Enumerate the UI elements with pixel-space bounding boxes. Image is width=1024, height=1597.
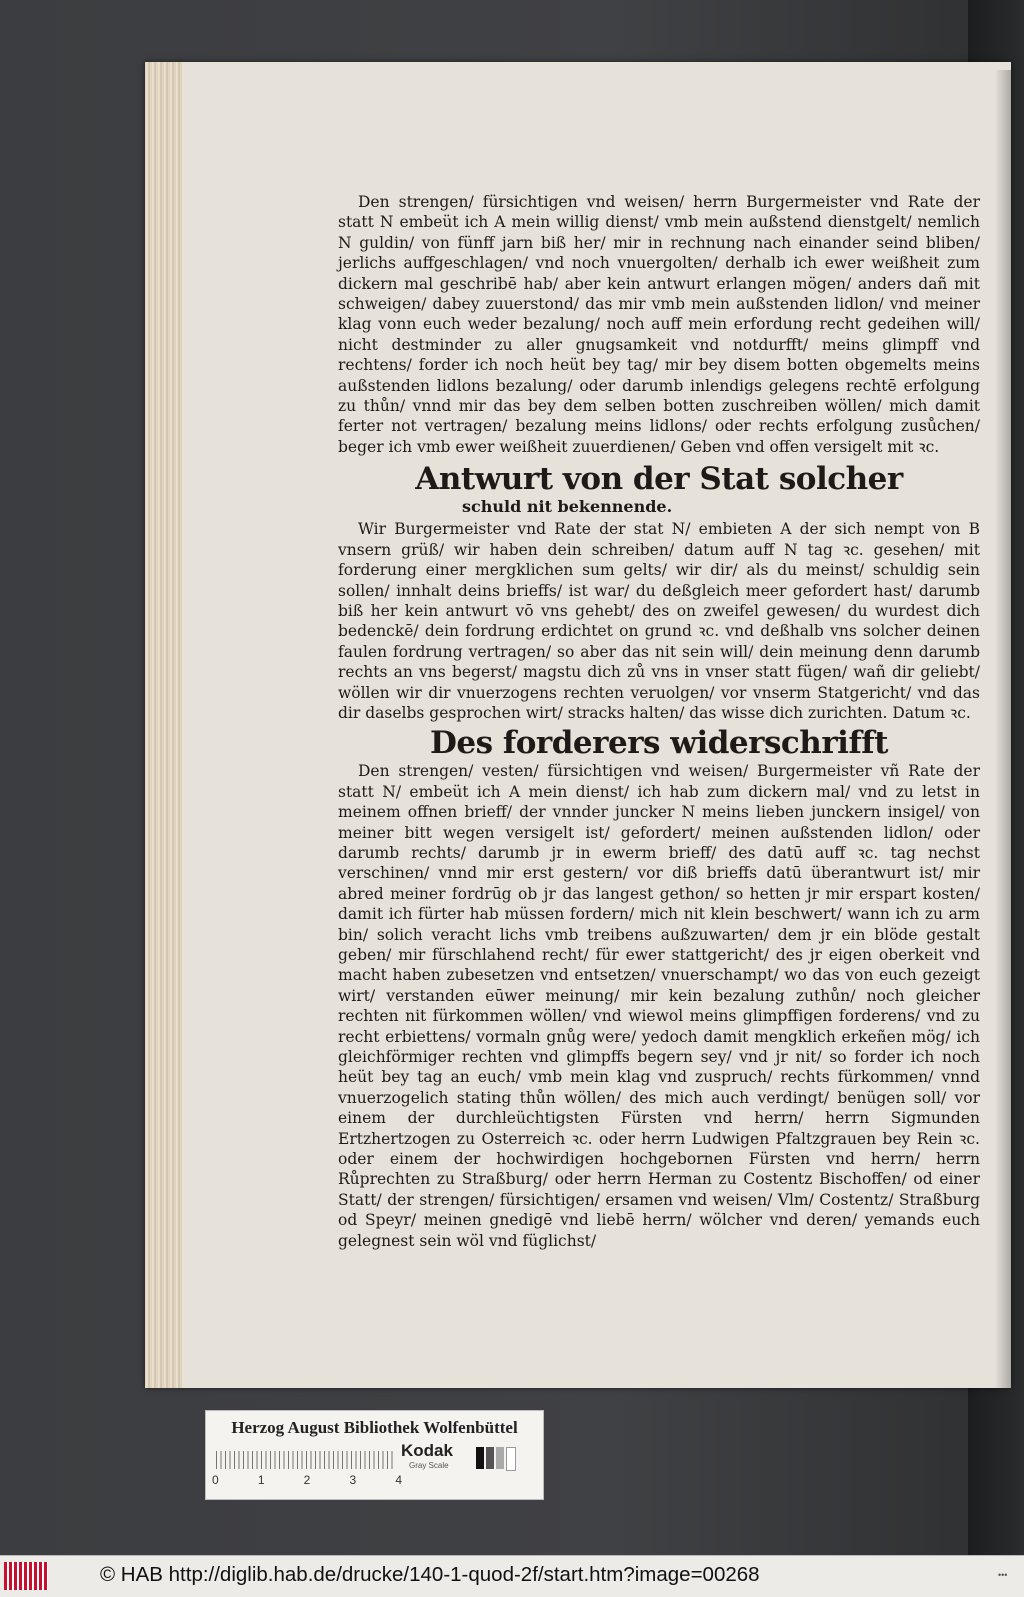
footer-bar bbox=[0, 1555, 1024, 1597]
library-name: Herzog August Bibliothek Wolfenbüttel bbox=[231, 1418, 518, 1437]
library-color-card bbox=[205, 1410, 544, 1500]
heading-widerschrifft: Des forderers widerschrifft bbox=[430, 725, 888, 762]
ruler-number: 3 bbox=[349, 1473, 357, 1487]
ruler-number: 1 bbox=[257, 1473, 265, 1487]
ruler-number: 4 bbox=[395, 1473, 402, 1487]
paragraph-widerschrifft: Den strengen/ vesten/ fürsichtigen vnd weisen/ Burgermeister vñ Rate der statt N/ embeüt ich A mein dienst/ ich hab zum dickern mal/ vnd zu letst in meinem offnen brieff/ der vnnder juncker N meins lieben junckern insigel/ von meiner bitt wegen versigelt ist/ gefordert/ meinen außstenden lidlon/ oder darumb rechts/ darumb jr in ewerm brieff/ des datū auff ꝛc. tag nechst verschinen/ vnnd mir erst gestern/ vor diß brieffs datū überantwurt ist/ mir abred meiner fordrūg ob jr das langest gethon/ so hetten jr mir erspart kosten/ damit ich fürter hab müssen fordern/ mich nit klein beschwert/ wann ich zu arm bin/ solich veracht lichs vmb treibens außzuwarten/ dem jr ein blöde gestalt geben/ mir fürschlahend recht/ für ewer stattgericht/ des jr eigen oberkeit vnd macht haben zubesetzen vnd entsetzen/ vnuerschampt/ wo das von euch gezeigt wirt/ verstanden eūwer meinung/ mir kein bezalung zuthůn/ noch gleicher rechten nit fürkommen wöllen/ vnd wiewol meins glimpffigen forderens/ vnd zu recht erbiettens/ vormaln gnůg were/ yedoch damit mengklich erkeñen mög/ ich gleichförmiger rechten vnd glimpffs begern sey/ vnd jr nit/ so forder ich noch heüt bey tag an euch/ vmb mein klag vnd zuspruch/ rechts fürkommen/ vnnd vnuerzogelich stating thůn wöllen/ des mich auch verdingt/ benügen soll/ vor einem der durchleüchtigsten Fürsten vnd herrn/ herrn Sigmunden Ertzhertzogen zu Osterreich ꝛc. oder herrn Ludwigen Pfaltzgrauen bey Rein ꝛc. oder einem der hochwirdigen hochgebornen Fürsten vnd herrn/ herrn Růprechten zu Straßburg/ oder herrn Herman zu Costentz Bischoffen/ od einer Statt/ der strengen/ fürsichtigen/ ersamen vnd weisen/ Vlm/ Costentz/ Straßburg od Speyr/ meinen gnedigē vnd liebē herrn/ wölcher vnd deren/ yemands euch gelegnest sein wöl vnd füglichst/ bbox=[338, 762, 980, 1250]
page-text bbox=[338, 192, 980, 1251]
footer-copyright-url[interactable]: © HAB http://diglib.hab.de/drucke/140-1-quod-2f/start.htm?image=00268 bbox=[100, 1563, 760, 1586]
ruler-number: 0 bbox=[212, 1473, 219, 1487]
footer-dots: ••• bbox=[998, 1570, 1008, 1580]
ruler-scale bbox=[216, 1451, 396, 1469]
heading-antwurt-sub: schuld nit bekennende. bbox=[462, 497, 673, 517]
gray-patch-dark bbox=[476, 1447, 484, 1469]
gray-patch-mid bbox=[486, 1447, 494, 1469]
kodak-gray-scale: Gray Scale bbox=[409, 1461, 449, 1470]
gray-patch-white bbox=[506, 1447, 516, 1471]
heading-antwurt: Antwurt von der Stat solcher bbox=[415, 461, 903, 498]
ruler-numbers bbox=[212, 1473, 402, 1487]
paragraph-antwurt: Wir Burgermeister vnd Rate der stat N/ embieten A der sich nempt von B vnsern grüß/ wir haben dein schreiben/ datum auff N tag ꝛc. gesehen/ mit forderung einer mergklichen sum gelts/ wir dir/ als du meinst/ schuldig sein sollen/ innhalt deins brieffs/ ist war/ du deßgleich meer gefordert hast/ darumb biß her kein antwurt vō vns gehebt/ des on zweifel gewesen/ du wurdest dich bedenckē/ dein fordrung erdichtet on grund ꝛc. vnd deßhalb vns solcher deinen faulen fordrung vertragen/ so aber das nit sein will/ dein meinung denn darumb rechts an vns begerst/ magstu dich zů vns in vnser statt fügen/ wañ dir geliebt/ wöllen wir dir vnuerzogens rechten veruolgen/ vor vnserm Statgericht/ vnd das dir daselbs gesprochen wirt/ stracks halten/ das wisse dich zurichten. Datum ꝛc. bbox=[338, 520, 980, 722]
page-edges bbox=[145, 62, 183, 1388]
paragraph-letter: Den strengen/ fürsichtigen vnd weisen/ herrn Burgermeister vnd Rate der statt N embeüt ich A mein willig dienst/ vmb mein außstend dienstgelt/ nemlich N guldin/ von fünff jarn biß her/ mir in rechnung nach einander seind bliben/ jerlichs auffgeschlagen/ vnd noch vnuergolten/ derhalb ich ewer weißheit zum dickern mal geschribē hab/ aber kein antwurt erlangen mögen/ anders dañ mit schweigen/ dabey zuuerstond/ das mir vmb mein außstenden lidlon/ vnd meiner klag vonn euch weder bezalung/ noch auff mein erfordung recht gedeihen will/ nicht destminder zu aller gnugsamkeit vnd notdurfft/ meins glimpff vnd rechtens/ forder ich noch heüt bey tag/ mir bey disem botten obgemelts meins außstenden lidlons bezalung/ oder darumb inlendigs gelegens rechtē erfolgung zu thůn/ vnnd mir das bey dem selben botten zuschreiben wöllen/ mich damit ferter not vertragen/ bezalung meins lidlons/ oder rechts erfolgung zusůchen/ beger ich vmb ewer weißheit zuuerdienen/ Geben vnd offen versigelt mit ꝛc. bbox=[338, 193, 980, 456]
page-shadow bbox=[995, 70, 1011, 1388]
hab-logo-icon bbox=[4, 1562, 48, 1590]
ruler-number: 2 bbox=[303, 1473, 311, 1487]
kodak-brand: Kodak bbox=[401, 1441, 453, 1460]
gray-patch-light bbox=[496, 1447, 504, 1469]
